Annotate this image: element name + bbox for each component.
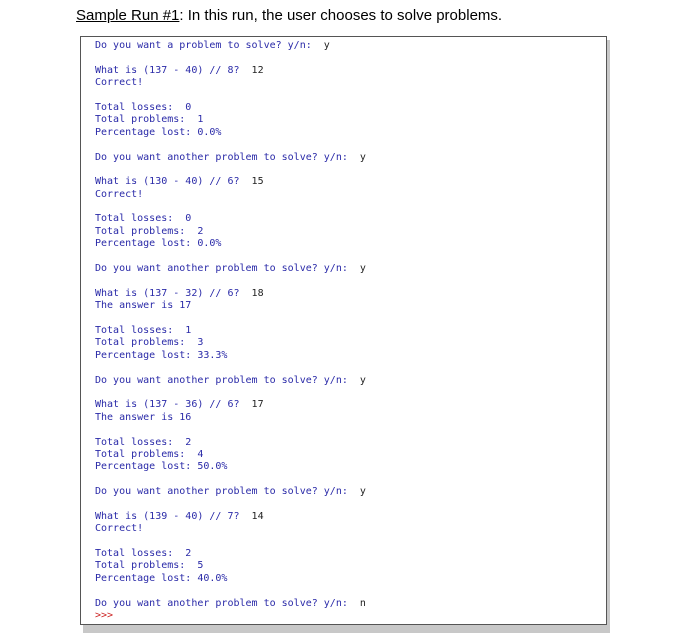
user-answer: 14 (251, 510, 264, 522)
result-line: Correct! (95, 77, 144, 89)
user-input: y (359, 486, 366, 498)
shell-prompt[interactable]: >>> (95, 609, 114, 621)
prompt-text: Do you want another problem to solve? y/n: (95, 263, 360, 275)
percentage-line: Percentage lost: 50.0% (95, 461, 228, 473)
user-answer: 12 (251, 64, 264, 76)
console-output (80, 36, 607, 625)
losses-line: Total losses: 2 (95, 436, 192, 448)
losses-line: Total losses: 1 (95, 324, 192, 336)
next-prompt-line (95, 486, 606, 498)
question-text: What is (137 - 40) // 8? (95, 64, 252, 76)
prompt-text: Do you want a problem to solve? y/n: (95, 40, 324, 51)
question-line (95, 288, 606, 300)
question-text: What is (137 - 36) // 6? (95, 399, 252, 411)
sample-run-heading (76, 7, 502, 24)
prompt-text: Do you want another problem to solve? y/n: (95, 374, 360, 386)
user-input: y (323, 40, 330, 51)
next-prompt-line (95, 598, 606, 610)
rounds-container (95, 65, 606, 623)
losses-line: Total losses: 0 (95, 101, 192, 113)
problems-line: Total problems: 4 (95, 448, 204, 460)
percentage-line: Percentage lost: 0.0% (95, 238, 222, 250)
question-text: What is (139 - 40) // 7? (95, 510, 252, 522)
result-line: Correct! (95, 188, 144, 200)
question-line (95, 399, 606, 411)
result-line: The answer is 16 (95, 411, 192, 423)
user-answer: 17 (251, 399, 264, 411)
question-line (95, 176, 606, 188)
next-prompt-line (95, 263, 606, 275)
question-line (95, 511, 606, 523)
problems-line: Total problems: 1 (95, 114, 204, 126)
user-input: y (359, 263, 366, 275)
losses-line: Total losses: 0 (95, 213, 192, 225)
result-line: The answer is 17 (95, 300, 192, 312)
sample-run-label: Sample Run #1 (76, 7, 180, 24)
user-input: y (359, 374, 366, 386)
problems-line: Total problems: 2 (95, 225, 204, 237)
next-prompt-line (95, 375, 606, 387)
question-text: What is (137 - 32) // 6? (95, 287, 252, 299)
user-answer: 18 (251, 287, 264, 299)
user-input: n (359, 597, 366, 609)
percentage-line: Percentage lost: 40.0% (95, 572, 228, 584)
problems-line: Total problems: 3 (95, 337, 204, 349)
percentage-line: Percentage lost: 33.3% (95, 349, 228, 361)
losses-line: Total losses: 2 (95, 548, 192, 560)
user-answer: 15 (251, 176, 264, 188)
percentage-line: Percentage lost: 0.0% (95, 126, 222, 138)
question-line (95, 65, 606, 77)
next-prompt-line (95, 152, 606, 164)
user-input: y (359, 151, 366, 163)
sample-run-description: : In this run, the user chooses to solve problems. (179, 7, 503, 24)
prompt-text: Do you want another problem to solve? y/n: (95, 597, 360, 609)
result-line: Correct! (95, 523, 144, 535)
prompt-text: Do you want another problem to solve? y/n: (95, 486, 360, 498)
prompt-text: Do you want another problem to solve? y/n: (95, 151, 360, 163)
question-text: What is (130 - 40) // 6? (95, 176, 252, 188)
problems-line: Total problems: 5 (95, 560, 204, 572)
first-prompt-line (95, 40, 606, 52)
